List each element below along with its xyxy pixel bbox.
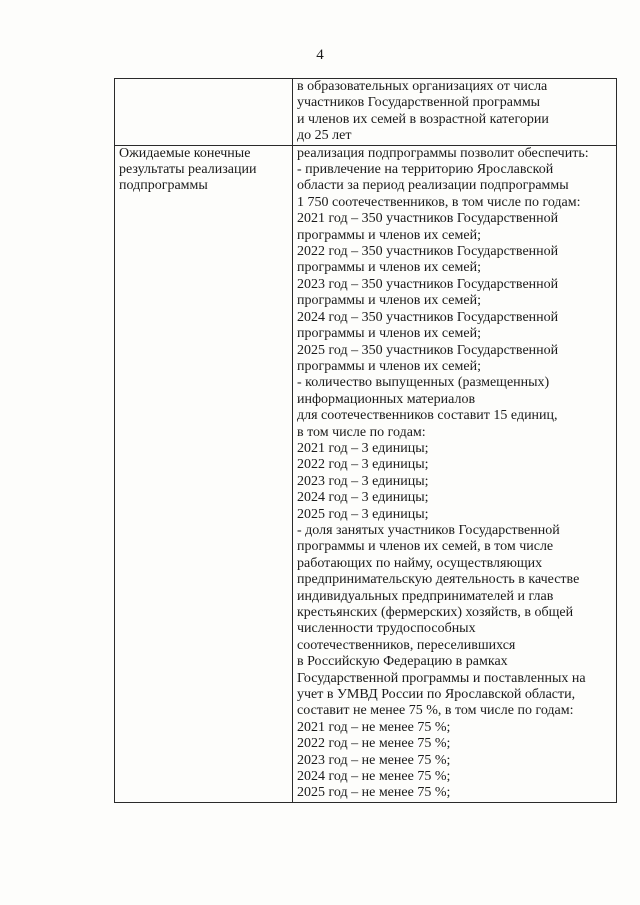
text-line: программы и членов их семей; <box>297 227 481 243</box>
text-line: участников Государственной программы <box>297 95 541 111</box>
page-number: 4 <box>316 47 324 63</box>
text-line: Ожидаемые конечные <box>119 145 251 161</box>
text-line: программы и членов их семей; <box>297 326 481 342</box>
table-body <box>115 79 617 803</box>
text-line: 2024 год – 3 единицы; <box>297 490 429 506</box>
text-line: численности трудоспособных <box>297 621 476 637</box>
text-line: 2021 год – 3 единицы; <box>297 440 429 456</box>
text-line: программы и членов их семей; <box>297 260 481 276</box>
table-row <box>115 145 617 802</box>
text-line: 2023 год – 350 участников Государственной <box>297 276 559 292</box>
text-line: Государственной программы и поставленных на <box>297 670 586 686</box>
text-line: крестьянских (фермерских) хозяйств, в общей <box>297 605 574 620</box>
text-line: и членов их семей в возрастной категории <box>297 111 549 127</box>
text-line: результаты реализации <box>119 162 257 178</box>
text-line: - доля занятых участников Государственной <box>297 522 560 538</box>
text-line: подпрограммы <box>119 178 208 194</box>
text-line: программы и членов их семей; <box>297 293 481 309</box>
text-line: до 25 лет <box>297 128 352 144</box>
text-line: 2022 год – 350 участников Государственной <box>297 244 559 260</box>
text-line: в Российскую Федерацию в рамках <box>297 654 508 670</box>
text-line: - привлечение на территорию Ярославской <box>297 162 554 178</box>
row-content-cell <box>293 79 617 146</box>
text-line: 2024 год – 350 участников Государственной <box>297 309 559 325</box>
text-line: в образовательных организациях от числа <box>297 79 548 94</box>
text-line: в том числе по годам: <box>297 424 426 440</box>
text-line: программы и членов их семей; <box>297 358 481 374</box>
row-content-cell <box>293 145 617 802</box>
text-line: 2021 год – не менее 75 %; <box>297 719 451 735</box>
text-line: 2025 год – 350 участников Государственной <box>297 342 559 358</box>
text-line: учет в УМВД России по Ярославской области, <box>297 687 576 703</box>
text-line: индивидуальных предпринимателей и глав <box>297 588 554 604</box>
text-line: предпринимательскую деятельность в качестве <box>297 572 580 588</box>
text-line: области за период реализации подпрограммы <box>297 178 569 194</box>
text-line: 2023 год – 3 единицы; <box>297 473 429 489</box>
text-line: информационных материалов <box>297 391 476 407</box>
text-line: 2022 год – не менее 75 %; <box>297 736 451 752</box>
text-line: составит не менее 75 %, в том числе по годам: <box>297 703 574 719</box>
text-line: 2021 год – 350 участников Государственной <box>297 211 559 227</box>
text-line: 2022 год – 3 единицы; <box>297 457 429 473</box>
text-line: 1 750 соотечественников, в том числе по годам: <box>297 194 581 210</box>
text-line: соотечественников, переселившихся <box>297 637 516 653</box>
text-line: 2024 год – не менее 75 %; <box>297 769 451 785</box>
text-line: реализация подпрограммы позволит обеспечить: <box>297 145 589 161</box>
text-line: для соотечественников составит 15 единиц, <box>297 408 558 424</box>
text-line: работающих по найму, осуществляющих <box>297 555 543 571</box>
text-line: 2025 год – 3 единицы; <box>297 506 429 522</box>
text-line: программы и членов их семей, в том числе <box>297 539 554 555</box>
text-line: - количество выпущенных (размещенных) <box>297 375 550 391</box>
text-line: 2023 год – не менее 75 %; <box>297 752 451 768</box>
table-row <box>115 79 617 146</box>
text-line: 2025 год – не менее 75 %; <box>297 785 451 801</box>
row-heading-cell <box>115 145 293 802</box>
passport-table <box>114 78 617 803</box>
row-heading-cell <box>115 79 293 146</box>
